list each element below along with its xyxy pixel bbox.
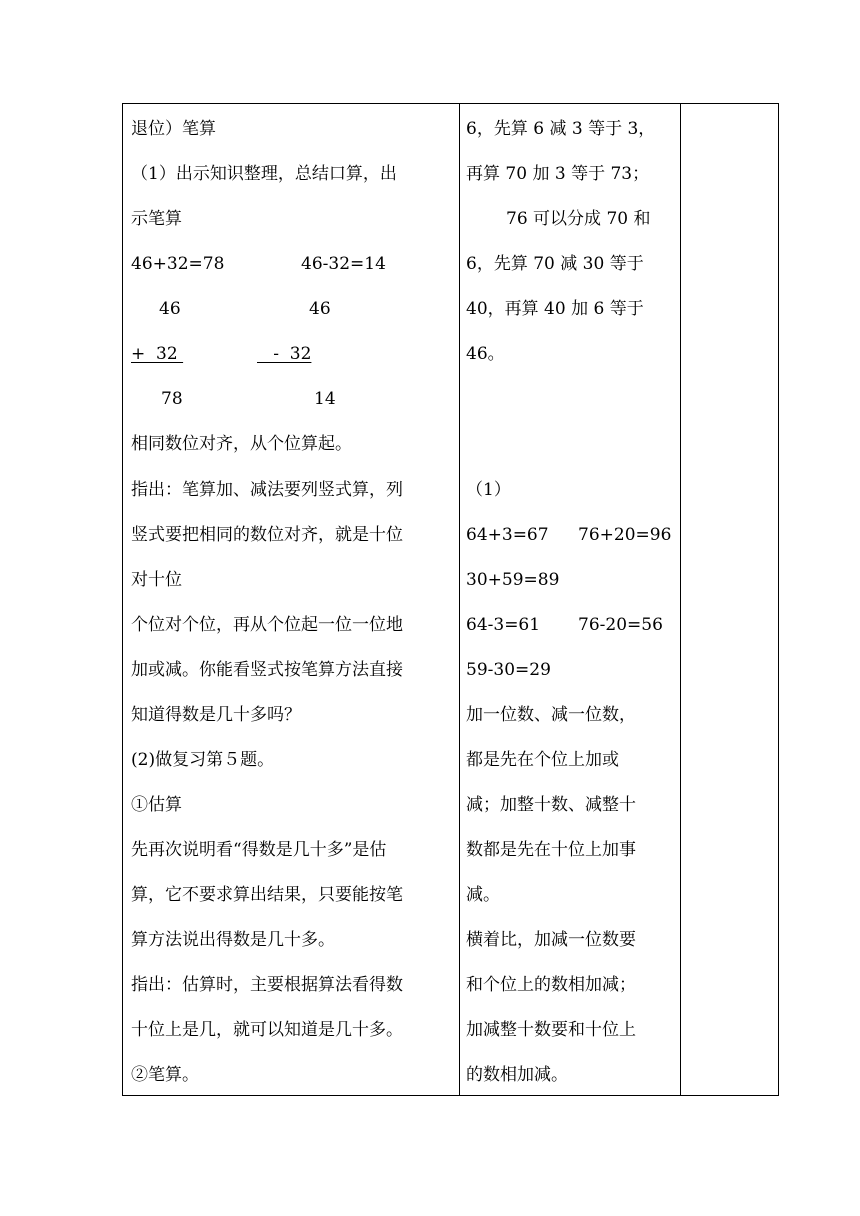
activity-line: 76 可以分成 70 和 — [506, 209, 651, 229]
activity-line: 40，再算 40 加 6 等于 — [466, 299, 644, 319]
teaching-line: 对十位 — [131, 570, 182, 590]
activity-line: 减。 — [466, 885, 500, 905]
activity-line: 的数相加减。 — [466, 1065, 568, 1085]
teaching-line: 先再次说明看“得数是几十多”是估 — [131, 840, 387, 860]
column-divider-2 — [680, 104, 681, 1095]
activity-line: 数都是先在十位上加事 — [466, 840, 636, 860]
activity-line: 横着比，加减一位数要 — [466, 930, 636, 950]
teaching-line: 退位）笔算 — [131, 119, 216, 139]
activity-line: 30+59=89 — [466, 570, 560, 590]
activity-line: 加一位数、减一位数， — [466, 705, 636, 725]
activity-line: 和个位上的数相加减； — [466, 975, 636, 995]
activity-line: 6，先算 6 减 3 等于 3， — [466, 119, 656, 139]
activity-line: 6，先算 70 减 30 等于 — [466, 254, 644, 274]
teaching-line: （1）出示知识整理，总结口算，出 — [131, 164, 397, 184]
teaching-line: 46-32=14 — [301, 254, 386, 274]
activity-line: 再算 70 加 3 等于 73； — [466, 164, 650, 184]
activity-line: 76+20=96 — [578, 525, 672, 545]
teaching-line: 算方法说出得数是几十多。 — [131, 930, 335, 950]
teaching-line: 十位上是几，就可以知道是几十多。 — [131, 1020, 403, 1040]
teaching-line: 相同数位对齐，从个位算起。 — [131, 434, 352, 454]
teaching-line: + 32 — [131, 344, 184, 364]
teaching-line: 加或减。你能看竖式按笔算方法直接 — [131, 660, 403, 680]
teaching-line: 46+32=78 — [131, 254, 225, 274]
activity-line: 76-20=56 — [578, 615, 663, 635]
activity-line: 64-3=61 — [466, 615, 541, 635]
activity-line: 都是先在个位上加或 — [466, 750, 619, 770]
teaching-line: 14 — [314, 389, 336, 409]
teaching-line: 示笔算 — [131, 209, 182, 229]
teaching-line: 46 — [309, 299, 331, 319]
teaching-line: 竖式要把相同的数位对齐，就是十位 — [131, 525, 403, 545]
teaching-line: 78 — [161, 389, 183, 409]
activity-line: 加减整十数要和十位上 — [466, 1020, 636, 1040]
teaching-line: 个位对个位，再从个位起一位一位地 — [131, 615, 403, 635]
teaching-line: 算，它不要求算出结果，只要能按笔 — [131, 885, 403, 905]
teaching-line: (2)做复习第５题。 — [131, 750, 275, 770]
teaching-line: - 32 — [257, 344, 312, 364]
teaching-line: 知道得数是几十多吗？ — [131, 705, 301, 725]
activity-line: （1） — [466, 480, 511, 500]
teaching-line: ②笔算。 — [131, 1065, 199, 1085]
teaching-line: ①估算 — [131, 795, 182, 815]
teaching-line: 指出：估算时，主要根据算法看得数 — [131, 975, 403, 995]
teaching-line: 指出：笔算加、减法要列竖式算，列 — [131, 480, 403, 500]
teaching-line: 46 — [159, 299, 181, 319]
activity-line: 59-30=29 — [466, 660, 551, 680]
activity-line: 46。 — [466, 344, 505, 364]
activity-line: 减；加整十数、减整十 — [466, 795, 636, 815]
activity-line: 64+3=67 — [466, 525, 549, 545]
column-divider-1 — [459, 104, 460, 1095]
